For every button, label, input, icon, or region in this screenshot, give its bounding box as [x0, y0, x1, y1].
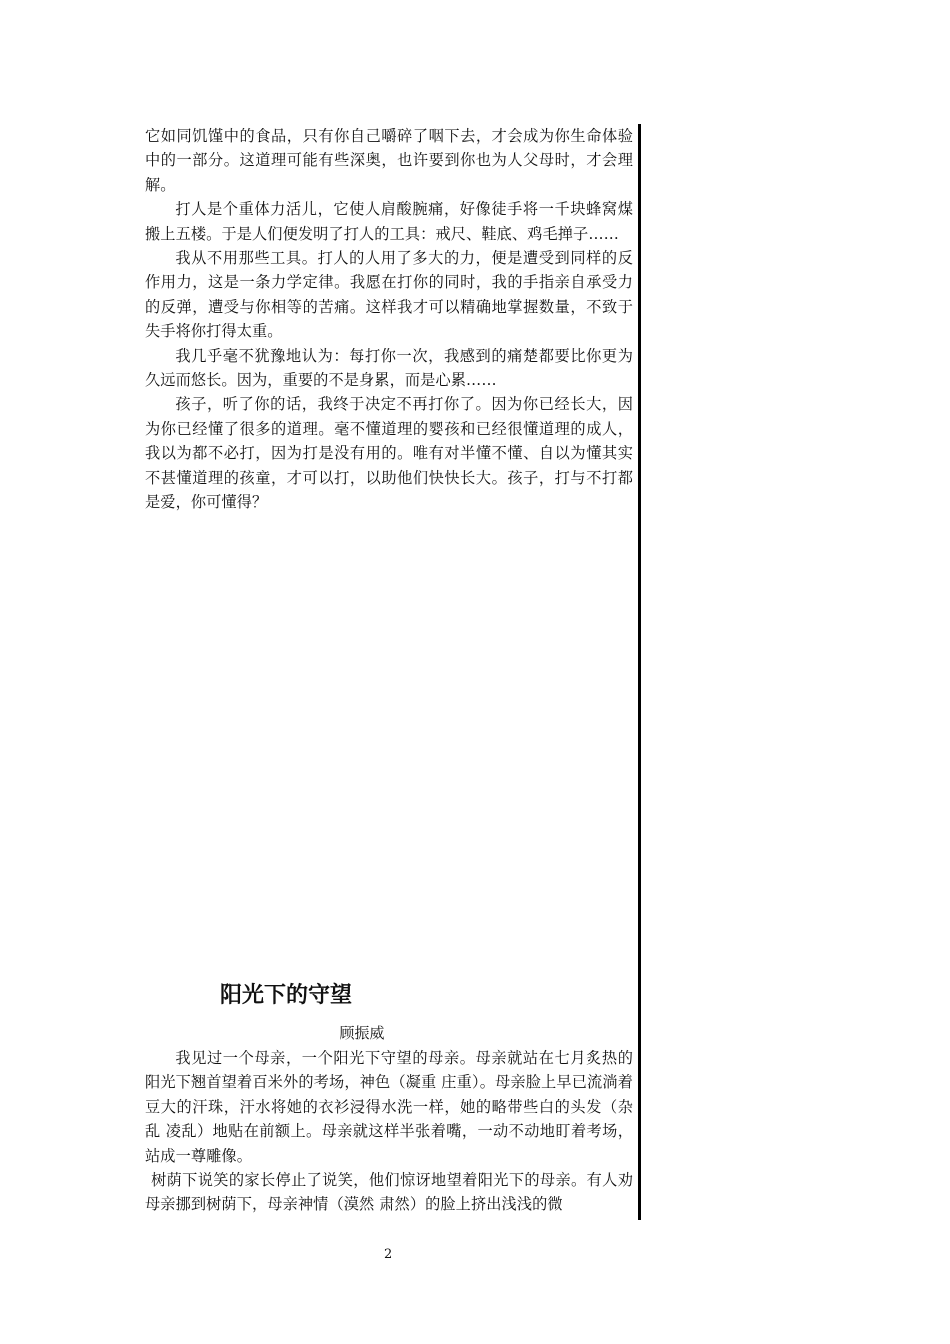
- paragraph: 我几乎毫不犹豫地认为：每打你一次，我感到的痛楚都要比你更为久远而悠长。因为，重要的不是身累，而是心累……: [145, 346, 633, 390]
- paragraph: 打人是个重体力活儿，它使人肩酸腕痛，好像徒手将一千块蜂窝煤搬上五楼。于是人们便发明了打人的工具：戒尺、鞋底、鸡毛掸子……: [145, 200, 633, 243]
- author-line: [0, 1022, 730, 1044]
- page-number: 2: [384, 1247, 393, 1262]
- paragraph: 孩子，听了你的话，我终于决定不再打你了。因为你已经长大，因为你已经懂了很多的道理。毫不懂道理的婴孩和已经很懂道理的成人，我以为都不必打，因为打是没有用的。唯有对半懂不懂、自以为懂其实不甚懂道理的孩童，才可以打，以助他们快快长大。孩子，打与不打都是爱，你可懂得？: [145, 395, 633, 512]
- paragraph: 我从不用那些工具。打人的人用了多大的力，便是遭受到同样的反作用力，这是一条力学定律。我愿在打你的同时，我的手指亲自承受力的反弹，遭受与你相等的苦痛。这样我才可以精确地掌握数量，不致于失手将你打得太重。: [145, 249, 633, 341]
- paragraph: 它如同饥馑中的食品，只有你自己嚼碎了咽下去，才会成为你生命体验中的一部分。这道理可能有些深奥，也许要到你也为人父母时，才会理解。: [145, 127, 633, 194]
- author-name: 顾振威: [339, 1024, 385, 1042]
- paragraph: 树荫下说笑的家长停止了说笑，他们惊讶地望着阳光下的母亲。有人劝母亲挪到树荫下，母亲神情（漠然 肃然）的脸上挤出浅浅的微: [145, 1171, 633, 1214]
- article-body-top: [145, 124, 633, 515]
- paragraph: 我见过一个母亲，一个阳光下守望的母亲。母亲就站在七月炙热的阳光下翘首望着百米外的考场，神色（凝重 庄重）。母亲脸上早已流淌着豆大的汗珠，汗水将她的衣衫浸得水洗一样，她的略带些白的头发（杂乱 凌乱）地贴在前额上。母亲就这样半张着嘴，一动不动地盯着考场，站成一尊雕像。: [145, 1049, 633, 1165]
- article-title: 阳光下的守望: [220, 983, 353, 1008]
- margin-rule: [638, 124, 641, 1220]
- article-body-bottom: [145, 1046, 633, 1217]
